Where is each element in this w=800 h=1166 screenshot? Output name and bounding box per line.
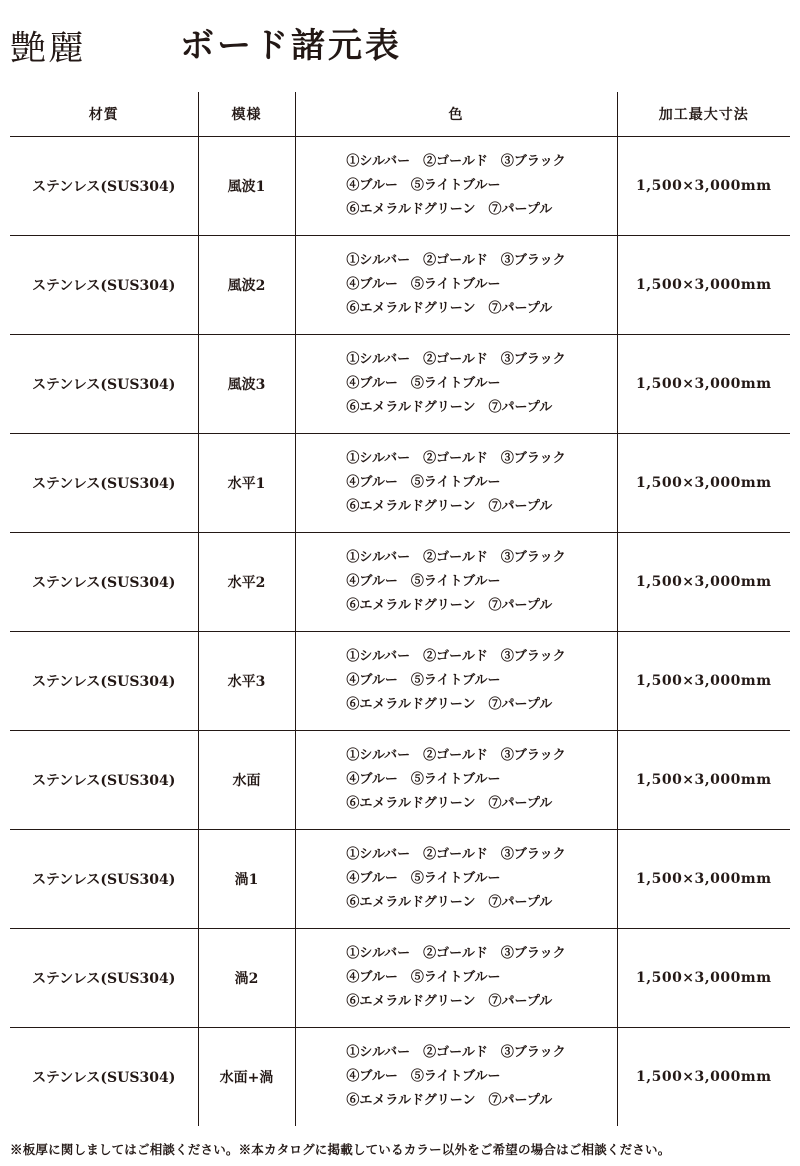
color-options <box>346 843 565 915</box>
table-header-row <box>10 92 790 137</box>
table-body <box>10 137 790 1127</box>
color-option-line: ①シルバー ②ゴールド ③ブラック <box>346 253 566 268</box>
color-cell <box>295 830 617 929</box>
color-cell <box>295 632 617 731</box>
pattern-cell: 風波3 <box>198 335 295 434</box>
pattern-cell: 水平3 <box>198 632 295 731</box>
material-cell: ステンレス(SUS304) <box>10 236 198 335</box>
color-option-line: ①シルバー ②ゴールド ③ブラック <box>346 550 566 565</box>
color-option-line: ④ブルー ⑤ライトブルー <box>346 475 501 490</box>
color-cell <box>295 533 617 632</box>
color-option-line: ⑥エメラルドグリーン ⑦パープル <box>346 202 553 217</box>
color-option-line: ①シルバー ②ゴールド ③ブラック <box>346 154 566 169</box>
max-size-cell: 1,500×3,000mm <box>617 731 790 830</box>
color-cell <box>295 1028 617 1127</box>
color-option-line: ⑥エメラルドグリーン ⑦パープル <box>346 598 553 613</box>
max-size-cell: 1,500×3,000mm <box>617 632 790 731</box>
board-spec-table <box>10 92 790 1126</box>
color-cell <box>295 434 617 533</box>
pattern-cell: 水面 <box>198 731 295 830</box>
color-option-line: ④ブルー ⑤ライトブルー <box>346 574 501 589</box>
color-options <box>346 942 565 1014</box>
table-row <box>10 236 790 335</box>
color-option-line: ⑥エメラルドグリーン ⑦パープル <box>346 895 553 910</box>
color-option-line: ⑥エメラルドグリーン ⑦パープル <box>346 994 553 1009</box>
column-header-color: 色 <box>295 92 617 137</box>
color-cell <box>295 929 617 1028</box>
color-cell <box>295 236 617 335</box>
color-option-line: ①シルバー ②ゴールド ③ブラック <box>346 946 566 961</box>
max-size-cell: 1,500×3,000mm <box>617 137 790 236</box>
material-cell: ステンレス(SUS304) <box>10 434 198 533</box>
pattern-cell: 水面+渦 <box>198 1028 295 1127</box>
pattern-cell: 渦1 <box>198 830 295 929</box>
table-row <box>10 929 790 1028</box>
color-option-line: ④ブルー ⑤ライトブルー <box>346 1069 501 1084</box>
color-option-line: ⑥エメラルドグリーン ⑦パープル <box>346 1093 553 1108</box>
material-cell: ステンレス(SUS304) <box>10 1028 198 1127</box>
color-options <box>346 1041 565 1113</box>
color-option-line: ④ブルー ⑤ライトブルー <box>346 673 501 688</box>
color-option-line: ①シルバー ②ゴールド ③ブラック <box>346 748 566 763</box>
color-option-line: ①シルバー ②ゴールド ③ブラック <box>346 649 566 664</box>
table-row <box>10 434 790 533</box>
pattern-cell: 風波2 <box>198 236 295 335</box>
color-option-line: ①シルバー ②ゴールド ③ブラック <box>346 847 566 862</box>
color-option-line: ④ブルー ⑤ライトブルー <box>346 178 501 193</box>
color-options <box>346 150 565 222</box>
color-option-line: ④ブルー ⑤ライトブルー <box>346 772 501 787</box>
color-option-line: ④ブルー ⑤ライトブルー <box>346 871 501 886</box>
max-size-cell: 1,500×3,000mm <box>617 434 790 533</box>
material-cell: ステンレス(SUS304) <box>10 335 198 434</box>
color-option-line: ⑥エメラルドグリーン ⑦パープル <box>346 697 553 712</box>
color-cell <box>295 335 617 434</box>
color-options <box>346 744 565 816</box>
pattern-cell: 風波1 <box>198 137 295 236</box>
color-options <box>346 546 565 618</box>
color-option-line: ⑥エメラルドグリーン ⑦パープル <box>346 400 553 415</box>
max-size-cell: 1,500×3,000mm <box>617 929 790 1028</box>
color-option-line: ①シルバー ②ゴールド ③ブラック <box>346 451 566 466</box>
color-option-line: ④ブルー ⑤ライトブルー <box>346 376 501 391</box>
brand-logo: 艶麗 <box>10 28 87 68</box>
pattern-cell: 水平2 <box>198 533 295 632</box>
color-options <box>346 249 565 321</box>
color-option-line: ④ブルー ⑤ライトブルー <box>346 970 501 985</box>
color-option-line: ⑥エメラルドグリーン ⑦パープル <box>346 301 553 316</box>
material-cell: ステンレス(SUS304) <box>10 929 198 1028</box>
table-row <box>10 533 790 632</box>
column-header-pattern: 模様 <box>198 92 295 137</box>
column-header-material: 材質 <box>10 92 198 137</box>
material-cell: ステンレス(SUS304) <box>10 632 198 731</box>
color-option-line: ⑥エメラルドグリーン ⑦パープル <box>346 499 553 514</box>
table-row <box>10 1028 790 1127</box>
max-size-cell: 1,500×3,000mm <box>617 830 790 929</box>
material-cell: ステンレス(SUS304) <box>10 533 198 632</box>
pattern-cell: 渦2 <box>198 929 295 1028</box>
max-size-cell: 1,500×3,000mm <box>635 1069 772 1085</box>
material-cell: ステンレス(SUS304) <box>10 731 198 830</box>
color-option-line: ⑥エメラルドグリーン ⑦パープル <box>346 796 553 811</box>
color-option-line: ④ブルー ⑤ライトブルー <box>346 277 501 292</box>
footnote: ※板厚に関しましてはご相談ください。※本カタログに掲載しているカラー以外をご希望の場合はご相談ください。 <box>10 1142 671 1157</box>
page-header <box>0 0 800 90</box>
pattern-cell: 水平1 <box>198 434 295 533</box>
color-cell <box>295 137 617 236</box>
max-size-cell: 1,500×3,000mm <box>617 533 790 632</box>
table-row <box>10 632 790 731</box>
table-row <box>10 830 790 929</box>
color-cell <box>295 731 617 830</box>
color-options <box>346 348 565 420</box>
page-title: ボード諸元表 <box>180 26 402 66</box>
color-options <box>346 645 565 717</box>
color-option-line: ①シルバー ②ゴールド ③ブラック <box>346 1045 566 1060</box>
max-size-cell: 1,500×3,000mm <box>617 335 790 434</box>
max-size-cell: 1,500×3,000mm <box>617 236 790 335</box>
color-option-line: ①シルバー ②ゴールド ③ブラック <box>346 352 566 367</box>
material-cell: ステンレス(SUS304) <box>10 830 198 929</box>
table-row <box>10 335 790 434</box>
column-header-max-size: 加工最大寸法 <box>617 92 790 137</box>
material-cell: ステンレス(SUS304) <box>10 137 198 236</box>
table-row <box>10 137 790 236</box>
table-row <box>10 731 790 830</box>
color-options <box>346 447 565 519</box>
